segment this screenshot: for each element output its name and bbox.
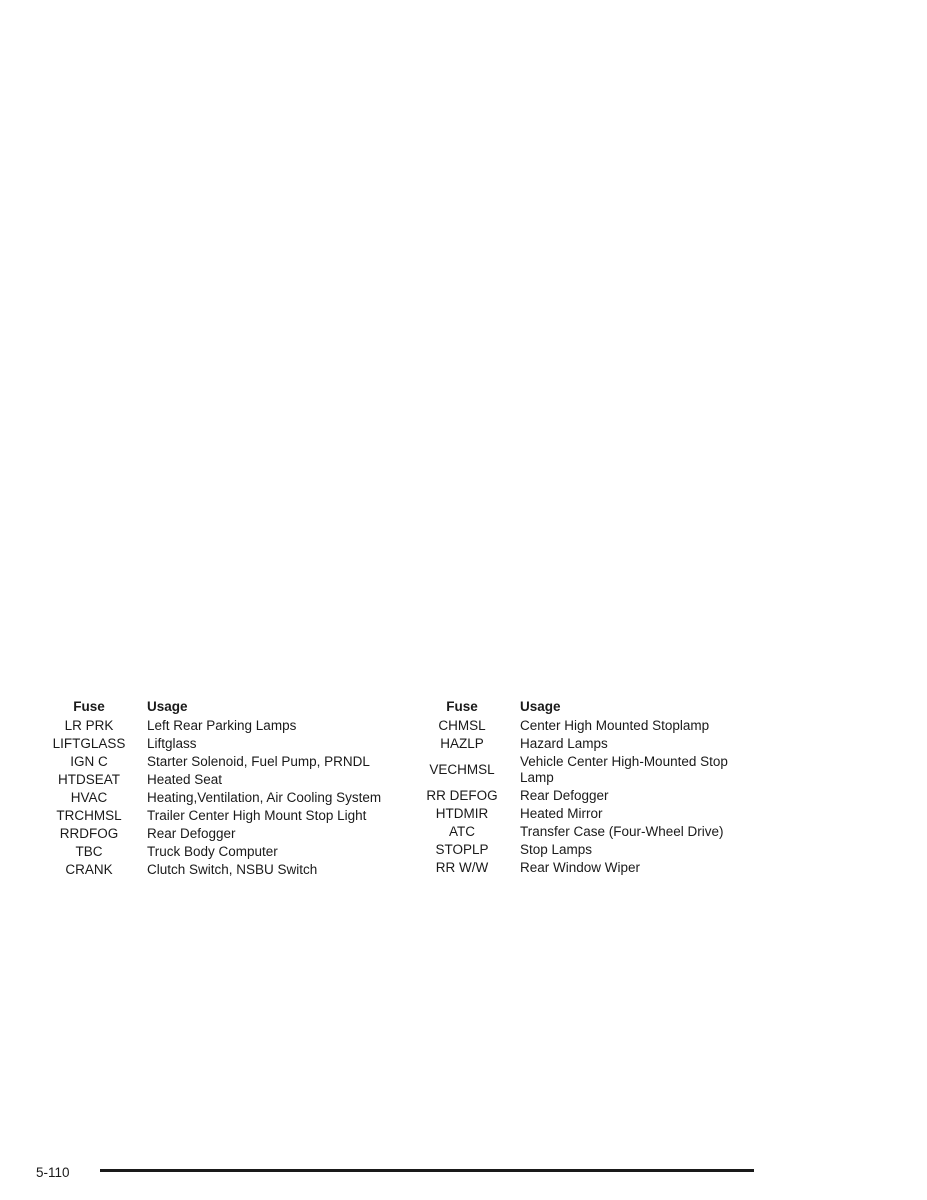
fuse-name: RR DEFOG: [426, 788, 498, 803]
fuse-usage: Left Rear Parking Lamps: [147, 718, 297, 733]
fuse-name: CHMSL: [438, 718, 486, 733]
fuse-usage: Rear Window Wiper: [520, 860, 641, 875]
fuse-name: CRANK: [65, 862, 113, 877]
fuse-usage: Heated Mirror: [520, 806, 603, 821]
fuse-name: HAZLP: [440, 736, 484, 751]
fuse-usage: Transfer Case (Four-Wheel Drive): [520, 824, 724, 839]
table-row: [47, 735, 387, 753]
fuse-name: LIFTGLASS: [52, 736, 126, 751]
footer-divider: [100, 1169, 754, 1172]
fuse-usage: Trailer Center High Mount Stop Light: [147, 808, 367, 823]
table-row: [420, 805, 760, 823]
fuse-usage: Starter Solenoid, Fuel Pump, PRNDL: [147, 754, 370, 769]
table-row: [420, 735, 760, 753]
table-row: [47, 717, 387, 735]
fuse-usage: Rear Defogger: [520, 788, 609, 803]
fuse-name: HTDSEAT: [57, 772, 120, 787]
fuse-usage-table-left: [47, 699, 387, 879]
table-row: [47, 789, 387, 807]
table-row: [420, 717, 760, 735]
fuse-name: VECHMSL: [429, 762, 495, 777]
fuse-name: RR W/W: [435, 860, 489, 875]
fuse-name: HVAC: [70, 790, 108, 805]
fuse-usage: Heated Seat: [147, 772, 223, 787]
column-header-fuse: Fuse: [446, 699, 478, 714]
fuse-name: TBC: [75, 844, 103, 859]
column-header-usage: Usage: [520, 699, 561, 714]
fuse-usage: Heating,Ventilation, Air Cooling System: [147, 790, 382, 805]
column-header-usage: Usage: [147, 699, 188, 714]
column-header-fuse: Fuse: [73, 699, 105, 714]
page-number: 5-110: [36, 1165, 70, 1180]
table-row: [47, 825, 387, 843]
fuse-usage: Liftglass: [147, 736, 197, 751]
fuse-name: TRCHMSL: [56, 808, 122, 823]
fuse-name: ATC: [449, 824, 475, 839]
table-row: [47, 753, 387, 771]
table-row: [47, 807, 387, 825]
fuse-name: IGN C: [70, 754, 108, 769]
table-row: [47, 861, 387, 879]
fuse-name: HTDMIR: [435, 806, 489, 821]
fuse-usage: Center High Mounted Stoplamp: [520, 718, 710, 733]
fuse-usage: Vehicle Center High-Mounted Stop Lamp: [520, 754, 728, 785]
fuse-usage: Truck Body Computer: [147, 844, 278, 859]
fuse-name: RRDFOG: [59, 826, 119, 841]
fuse-usage: Clutch Switch, NSBU Switch: [147, 862, 318, 877]
table-row: [420, 823, 760, 841]
fuse-name: LR PRK: [64, 718, 114, 733]
table-row: [47, 843, 387, 861]
fuse-usage: Stop Lamps: [520, 842, 593, 857]
fuse-usage: Hazard Lamps: [520, 736, 608, 751]
table-row: [420, 841, 760, 859]
table-row: [420, 859, 760, 877]
fuse-usage: Rear Defogger: [147, 826, 236, 841]
table-row: [420, 753, 760, 787]
fuse-usage-table-right: [420, 699, 760, 877]
table-header-row: [47, 699, 387, 717]
fuse-name: STOPLP: [435, 842, 489, 857]
table-row: [47, 771, 387, 789]
table-header-row: [420, 699, 760, 717]
table-row: [420, 787, 760, 805]
